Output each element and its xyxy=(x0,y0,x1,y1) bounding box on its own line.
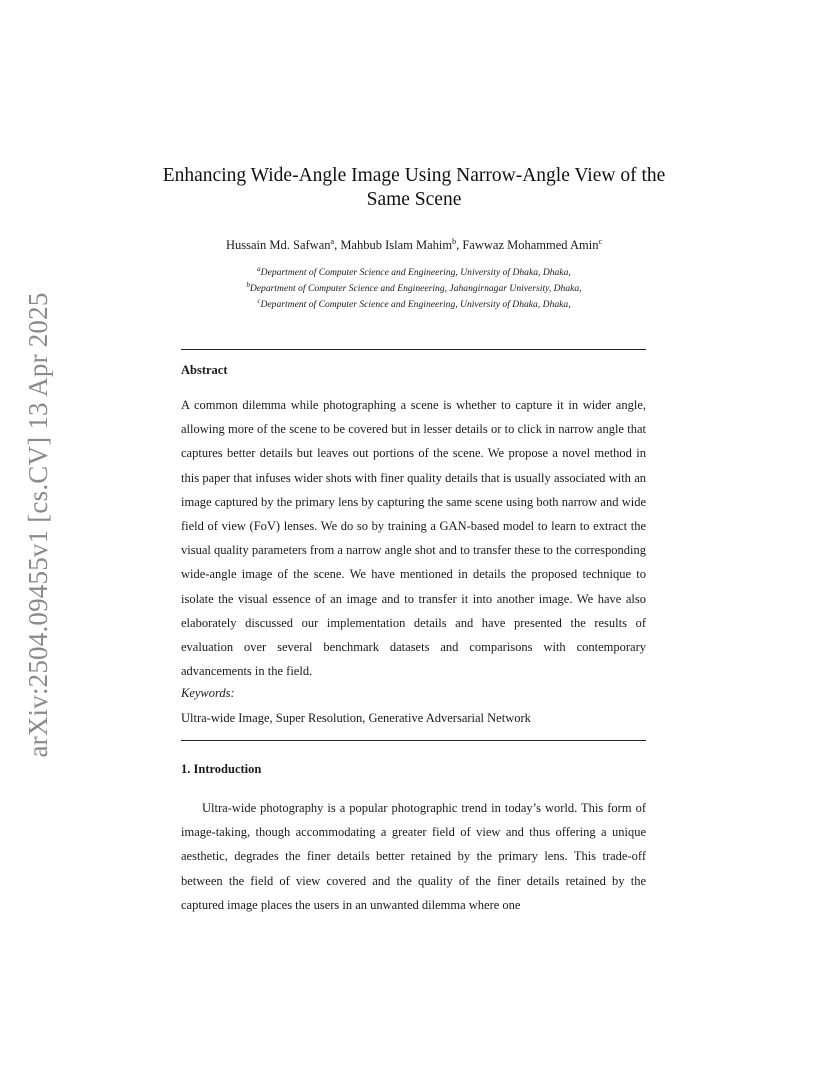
abstract-top-rule xyxy=(181,349,646,350)
affiliation-line xyxy=(150,263,678,279)
author-name: Mahbub Islam Mahim xyxy=(340,238,453,253)
affiliation-mark: b xyxy=(246,281,250,290)
abstract-text: A common dilemma while photographing a scene is whether to capture it in wider angle, allowing more of the scene to be covered but in lesser details or to click in narrow angle that captures better details but leaves out portions of the scene. We propose a novel method in this paper that infuses wider shots with finer quality details that is usually associated with an image captured by the primary lens by capturing the same scene using both narrow and wide field of view (FoV) lenses. We do so by training a GAN-based model to learn to extract the visual quality parameters from a narrow angle shot and to transfer these to the corresponding wide-angle image of the scene. We have mentioned in details the proposed technique to isolate the visual essence of an image and to transfer it into another image. We have also elaborately discussed our implementation details and have presented the results of evaluation over several benchmark datasets and comparisons with contemporary advancements in the field. xyxy=(181,398,646,679)
arxiv-identifier-stamp xyxy=(18,290,58,760)
keywords-label: Keywords: xyxy=(181,686,235,700)
affiliation-mark: a xyxy=(257,265,261,273)
affiliation-line xyxy=(150,295,678,311)
keywords-text: Ultra-wide Image, Super Resolution, Generative Adversarial Network xyxy=(181,711,531,725)
author-name: Fawwaz Mohammed Amin xyxy=(462,238,599,253)
affiliation-text: Department of Computer Science and Engineering, Jahangirnagar University, Dhaka, xyxy=(249,283,582,295)
author-list: Hussain Md. Safwan$^a$, Mahbub Islam Mahim$^b$, Fawwaz Mohammed Amin$^c$ xyxy=(225,237,603,253)
author-affil-mark: c xyxy=(598,237,603,246)
author-name: Hussain Md. Safwan xyxy=(225,238,331,253)
affiliation-text: Department of Computer Science and Engineering, University of Dhaka, Dhaka, xyxy=(260,299,571,311)
affiliation-list xyxy=(150,263,678,312)
author-affil-mark: a xyxy=(330,237,335,246)
affiliation-line xyxy=(150,279,678,295)
author-affil-mark: b xyxy=(452,237,457,246)
affiliation-mark: c xyxy=(257,297,261,306)
introduction-paragraph: Ultra-wide photography is a popular photographic trend in today’s world. This form of image-taking, though accommodating a greater field of view and thus offering a unique aesthetic, degrades the finer details better retained by the primary lens. This trade-off between the field of view covered and the quality of the finer details retained by the captured image places the users in an unwanted dilemma where one xyxy=(181,801,646,912)
affiliation-text: Department of Computer Science and Engineering, University of Dhaka, Dhaka, xyxy=(260,267,571,279)
abstract-bottom-rule xyxy=(181,740,646,741)
arxiv-identifier-text: arXiv:2504.09455v1 [cs.CV] 13 Apr 2025 xyxy=(23,292,53,758)
section-heading-introduction: 1. Introduction xyxy=(181,762,262,776)
paper-title: Enhancing Wide-Angle Image Using Narrow-Angle View of the Same Scene xyxy=(162,165,666,210)
abstract-heading: Abstract xyxy=(181,363,228,377)
